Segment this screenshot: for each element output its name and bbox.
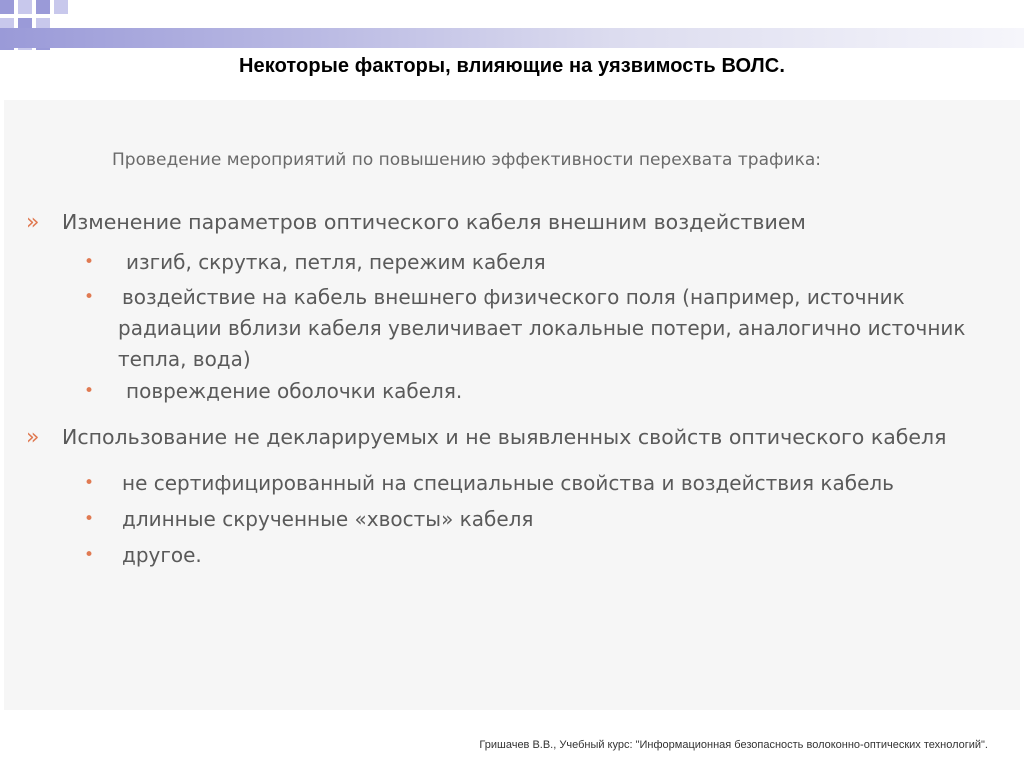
list-item xyxy=(84,468,984,499)
list-item-text: воздействие на кабель внешнего физического поля (например, источник радиации вблизи кабеля увеличивает локальные потери, аналогично источник тепла, вода) xyxy=(118,285,966,371)
section-heading-text: Использование не декларируемых и не выявленных свойств оптического кабеля xyxy=(62,425,947,449)
list-item-text: повреждение оболочки кабеля. xyxy=(126,379,463,403)
slide-title: Некоторые факторы, влияющие на уязвимость ВОЛС. xyxy=(239,55,785,77)
section-heading-text: Изменение параметров оптического кабеля внешним воздействием xyxy=(62,210,806,234)
bullet-icon: • xyxy=(84,509,95,529)
bullet-icon: • xyxy=(84,252,95,272)
subheading: Проведение мероприятий по повышению эффективности перехвата трафика: xyxy=(112,150,821,170)
list-item-text: изгиб, скрутка, петля, пережим кабеля xyxy=(126,250,546,274)
section-heading-1 xyxy=(26,210,806,235)
bullet-icon: • xyxy=(84,287,95,307)
raquo-marker-icon: » xyxy=(26,210,40,235)
bullet-icon: • xyxy=(84,473,95,493)
list-item xyxy=(84,504,984,535)
list-item-text: длинные скрученные «хвосты» кабеля xyxy=(122,507,534,531)
section-heading-2 xyxy=(26,425,946,450)
top-gradient-line xyxy=(0,28,1024,48)
footer-citation: Гришачев В.В., Учебный курс: "Информационная безопасность волоконно-оптических технологий". xyxy=(479,739,988,751)
list-item xyxy=(84,540,984,571)
list-item xyxy=(84,282,984,375)
bullet-icon: • xyxy=(84,381,95,401)
raquo-marker-icon: » xyxy=(26,425,40,450)
list-item xyxy=(84,376,984,407)
list-item-text: другое. xyxy=(122,543,202,567)
list-item xyxy=(84,247,984,278)
bullet-icon: • xyxy=(84,545,95,565)
list-item-text: не сертифицированный на специальные свойства и воздействия кабель xyxy=(122,471,894,495)
